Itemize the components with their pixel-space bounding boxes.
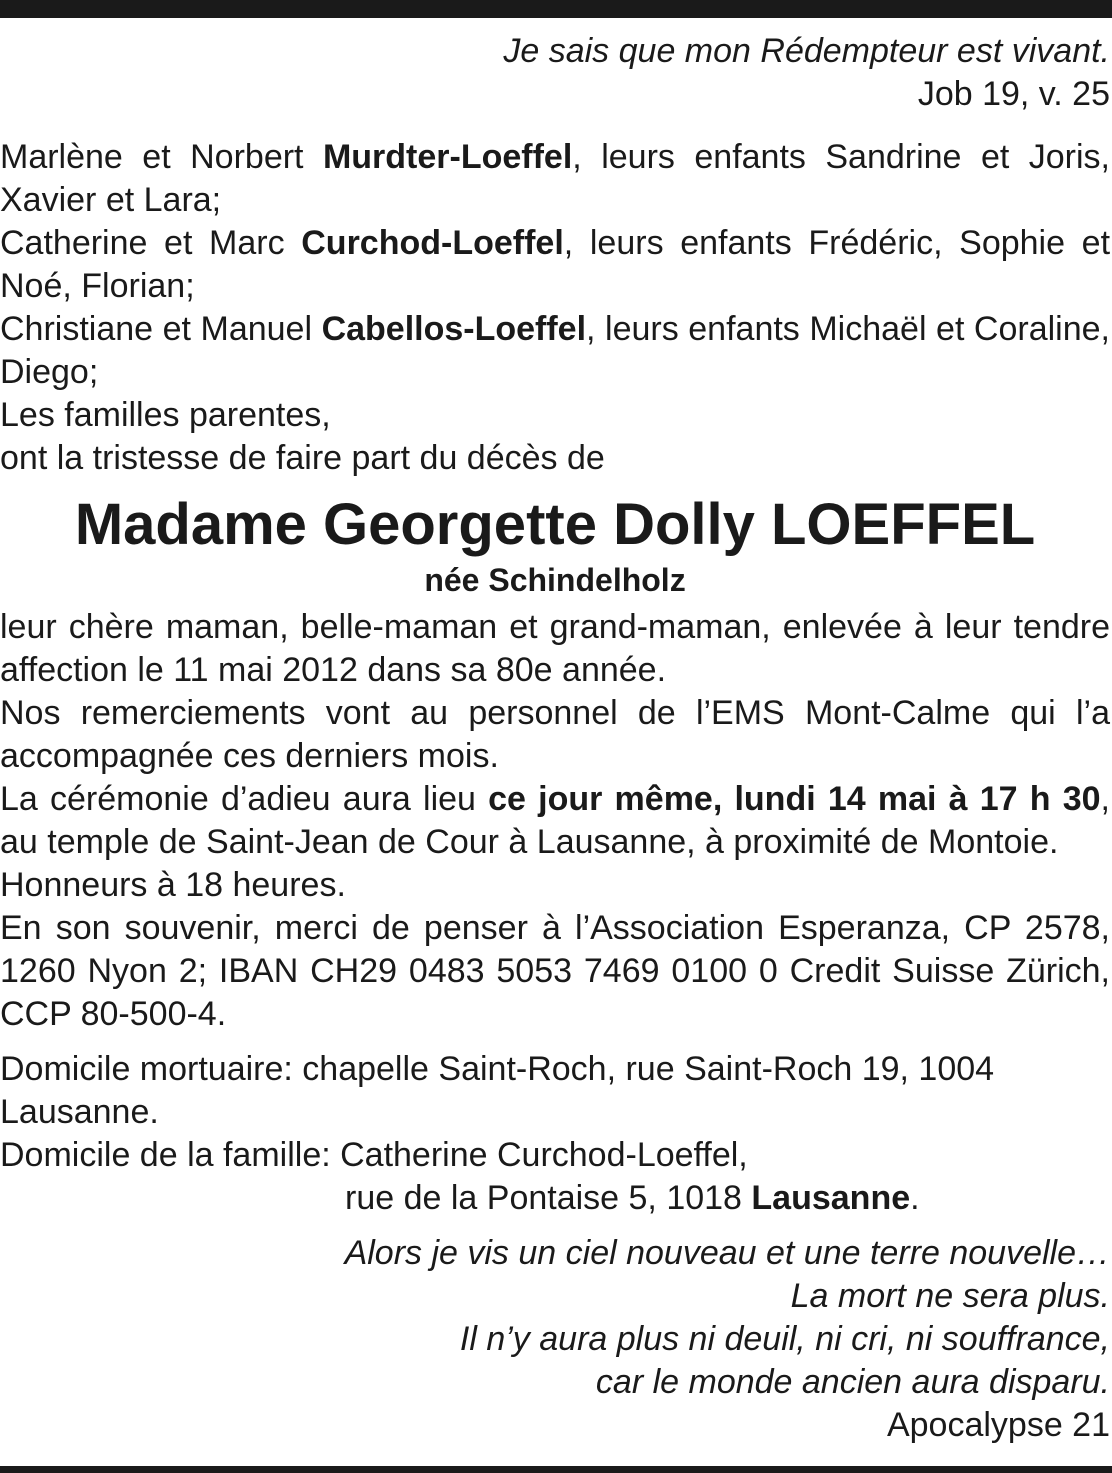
bottom-verse-reference: Apocalypse 21 bbox=[886, 1406, 1110, 1444]
mortuary-address: Domicile mortuaire: chapelle Saint-Roch, rue Saint-Roch 19, 1004 Lausanne. bbox=[0, 1050, 995, 1131]
announcement-line: ont la tristesse de faire part du décès de bbox=[0, 439, 605, 477]
family-address-line2: rue de la Pontaise 5, 1018 Lausanne. bbox=[345, 1179, 920, 1217]
description-paragraph: leur chère maman, belle-maman et grand-maman, enlevée à leur tendre affection le 11 mai 2012 dans sa 80e année. bbox=[0, 608, 1110, 689]
family-address-line1: Domicile de la famille: Catherine Curchod-Loeffel, bbox=[0, 1136, 748, 1174]
top-verse-reference: Job 19, v. 25 bbox=[917, 75, 1110, 113]
family-entry: Christiane et Manuel Cabellos-Loeffel, leurs enfants Michaël et Coraline, Diego; bbox=[0, 310, 1110, 391]
relatives-line: Les familles parentes, bbox=[0, 396, 331, 434]
family-entry: Marlène et Norbert Murdter-Loeffel, leurs enfants Sandrine et Joris, Xavier et Lara; bbox=[0, 138, 1110, 219]
bottom-verse-line: La mort ne sera plus. bbox=[790, 1277, 1110, 1315]
deceased-name: Madame Georgette Dolly LOEFFEL bbox=[74, 492, 1036, 557]
family-entry: Catherine et Marc Curchod-Loeffel, leurs enfants Frédéric, Sophie et Noé, Florian; bbox=[0, 224, 1111, 305]
bottom-verse-line: Alors je vis un ciel nouveau et une terre nouvelle… bbox=[344, 1234, 1110, 1272]
ceremony-date: ce jour même, lundi 14 mai à 17 h 30 bbox=[488, 780, 1101, 818]
bottom-verse bbox=[0, 1232, 1110, 1447]
top-verse-text: Je sais que mon Rédempteur est vivant. bbox=[503, 32, 1110, 70]
donation-paragraph: En son souvenir, merci de penser à l’Association Esperanza, CP 2578, 1260 Nyon 2; IBAN CH29 0483 5053 7469 0100 0 Credit Suisse Zürich, CCP 80-500-4. bbox=[0, 909, 1110, 1033]
obituary-notice bbox=[0, 30, 1110, 1447]
bottom-verse-line: car le monde ancien aura disparu. bbox=[595, 1363, 1110, 1401]
family-list bbox=[0, 136, 1110, 480]
top-border-rule bbox=[0, 0, 1112, 18]
bottom-verse-line: Il n’y aura plus ni deuil, ni cri, ni souffrance, bbox=[459, 1320, 1110, 1358]
maiden-name: née Schindelholz bbox=[424, 562, 686, 598]
family-city: Lausanne bbox=[751, 1179, 911, 1217]
honours-line: Honneurs à 18 heures. bbox=[0, 866, 346, 904]
family-surname: Cabellos-Loeffel bbox=[321, 310, 587, 348]
family-surname: Murdter-Loeffel bbox=[322, 138, 573, 176]
family-surname: Curchod-Loeffel bbox=[301, 224, 564, 262]
thanks-paragraph: Nos remerciements vont au personnel de l’EMS Mont-Calme qui l’a accompagnée ces derniers mois. bbox=[0, 694, 1110, 775]
bottom-border-rule bbox=[0, 1466, 1112, 1473]
ceremony-paragraph: La cérémonie d’adieu aura lieu ce jour même, lundi 14 mai à 17 h 30, au temple de Saint-Jean de Cour à Lausanne, à proximité de Montoie. bbox=[0, 780, 1110, 861]
